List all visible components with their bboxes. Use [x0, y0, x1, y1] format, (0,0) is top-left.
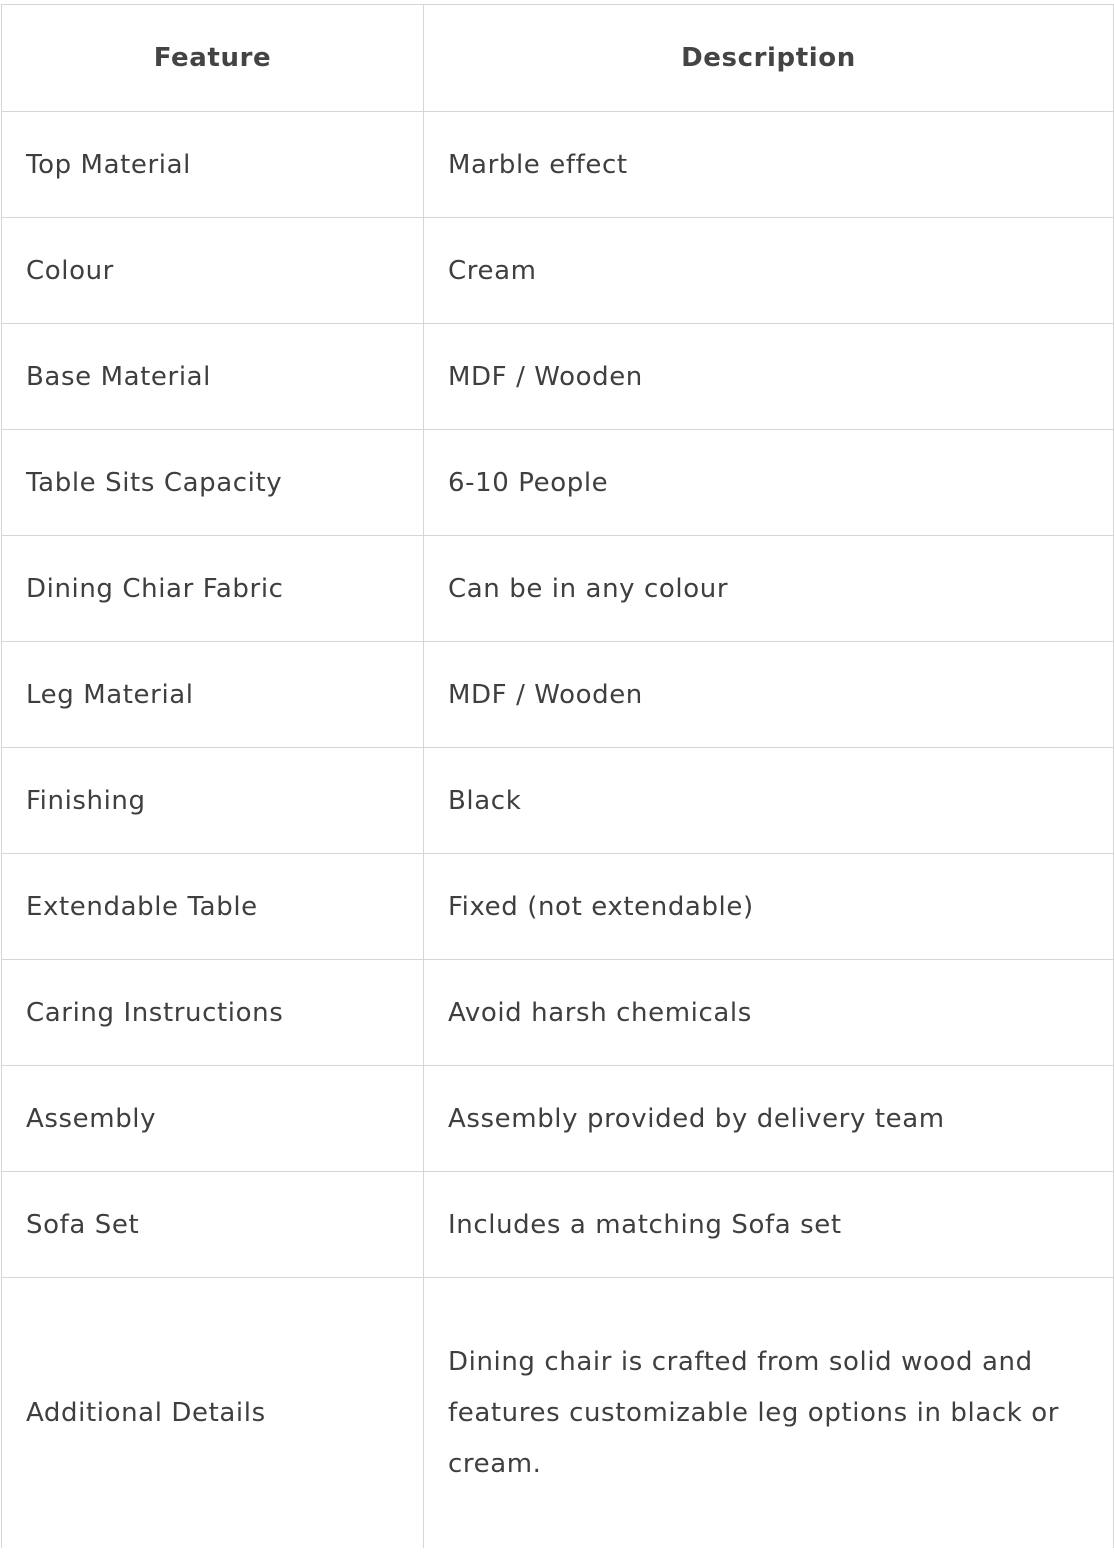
table-header — [2, 5, 1114, 112]
header-feature: Feature — [2, 5, 424, 112]
description-cell: Avoid harsh chemicals — [424, 960, 1114, 1066]
table-row — [2, 1066, 1114, 1172]
product-spec-table — [1, 4, 1114, 1548]
header-row — [2, 5, 1114, 112]
feature-cell: Assembly — [2, 1066, 424, 1172]
table-row — [2, 1172, 1114, 1278]
table-row — [2, 748, 1114, 854]
description-cell: Cream — [424, 218, 1114, 324]
table-row — [2, 642, 1114, 748]
feature-cell: Table Sits Capacity — [2, 430, 424, 536]
table-row — [2, 430, 1114, 536]
feature-cell: Extendable Table — [2, 854, 424, 960]
description-cell: Dining chair is crafted from solid wood and features customizable leg options in black or cream. — [424, 1278, 1114, 1549]
feature-cell: Dining Chiar Fabric — [2, 536, 424, 642]
description-cell: MDF / Wooden — [424, 324, 1114, 430]
feature-cell: Base Material — [2, 324, 424, 430]
description-cell: Includes a matching Sofa set — [424, 1172, 1114, 1278]
feature-cell: Caring Instructions — [2, 960, 424, 1066]
description-cell: Black — [424, 748, 1114, 854]
table-body — [2, 112, 1114, 1549]
description-cell: 6-10 People — [424, 430, 1114, 536]
feature-cell: Leg Material — [2, 642, 424, 748]
table-row — [2, 112, 1114, 218]
table-row — [2, 536, 1114, 642]
table-row — [2, 960, 1114, 1066]
feature-cell: Sofa Set — [2, 1172, 424, 1278]
description-cell: Can be in any colour — [424, 536, 1114, 642]
description-cell: Fixed (not extendable) — [424, 854, 1114, 960]
feature-cell: Finishing — [2, 748, 424, 854]
description-cell: Marble effect — [424, 112, 1114, 218]
table-row — [2, 218, 1114, 324]
header-description: Description — [424, 5, 1114, 112]
feature-cell: Additional Details — [2, 1278, 424, 1549]
description-cell: MDF / Wooden — [424, 642, 1114, 748]
table-row — [2, 324, 1114, 430]
feature-cell: Colour — [2, 218, 424, 324]
description-cell: Assembly provided by delivery team — [424, 1066, 1114, 1172]
table-row — [2, 1278, 1114, 1549]
feature-cell: Top Material — [2, 112, 424, 218]
table-row — [2, 854, 1114, 960]
